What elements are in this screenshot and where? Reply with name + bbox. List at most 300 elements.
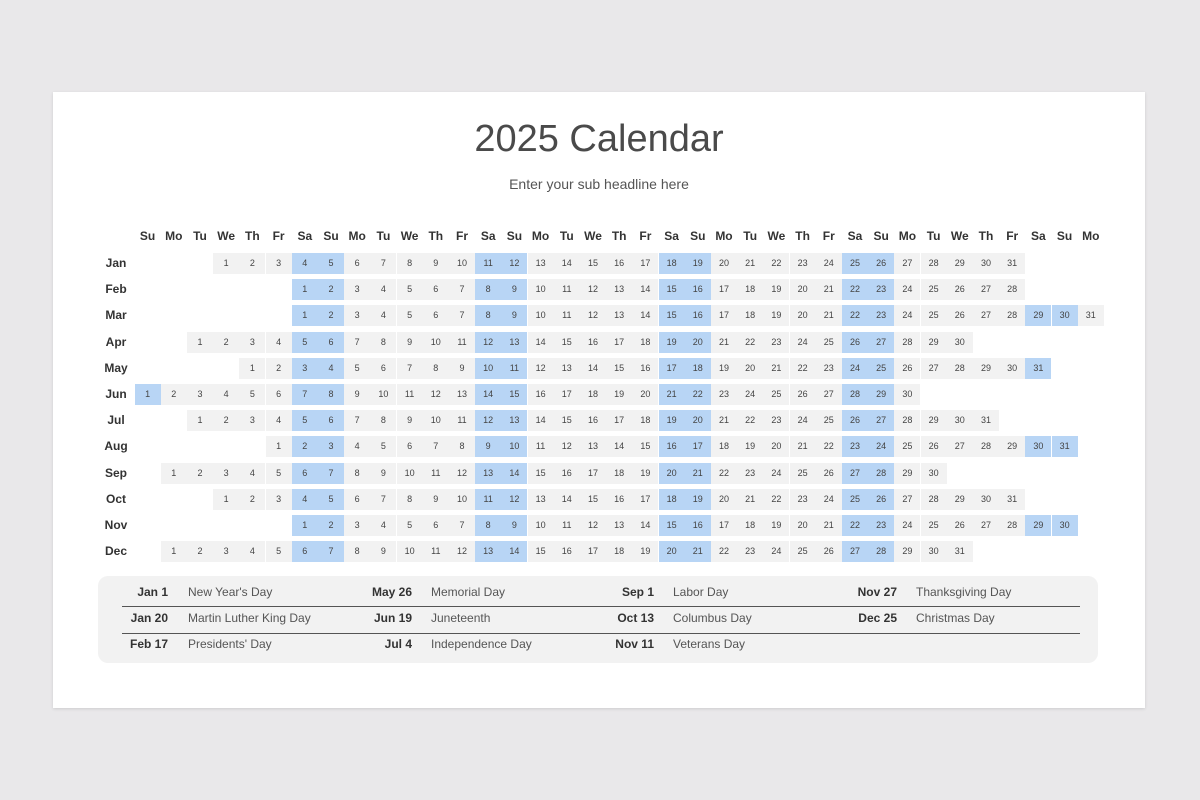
day-cell[interactable]: 29 [868, 384, 894, 405]
day-cell[interactable]: 22 [685, 384, 711, 405]
day-cell[interactable]: 13 [449, 384, 475, 405]
day-cell[interactable]: 1 [213, 253, 239, 274]
day-cell[interactable]: 26 [921, 436, 947, 457]
day-cell[interactable]: 13 [606, 515, 632, 536]
day-cell[interactable]: 18 [737, 515, 763, 536]
day-cell[interactable]: 2 [213, 332, 239, 353]
day-cell[interactable]: 16 [580, 332, 606, 353]
day-cell[interactable]: 28 [999, 305, 1025, 326]
day-cell[interactable]: 15 [632, 436, 658, 457]
day-cell[interactable]: 24 [790, 410, 816, 431]
day-cell[interactable]: 2 [213, 410, 239, 431]
day-cell[interactable]: 16 [685, 305, 711, 326]
day-cell[interactable]: 26 [816, 541, 842, 562]
day-cell[interactable]: 14 [501, 541, 527, 562]
day-cell[interactable]: 16 [632, 358, 658, 379]
day-cell[interactable]: 31 [1025, 358, 1051, 379]
day-cell[interactable]: 11 [501, 358, 527, 379]
day-cell[interactable]: 22 [737, 410, 763, 431]
day-cell[interactable]: 18 [659, 489, 685, 510]
day-cell[interactable]: 2 [161, 384, 187, 405]
day-cell[interactable]: 15 [659, 515, 685, 536]
day-cell[interactable]: 14 [580, 358, 606, 379]
day-cell[interactable]: 11 [449, 410, 475, 431]
day-cell[interactable]: 23 [868, 279, 894, 300]
day-cell[interactable]: 9 [397, 410, 423, 431]
day-cell[interactable]: 17 [554, 384, 580, 405]
day-cell[interactable]: 16 [659, 436, 685, 457]
day-cell[interactable]: 8 [475, 279, 501, 300]
day-cell[interactable]: 10 [528, 305, 554, 326]
day-cell[interactable]: 11 [397, 384, 423, 405]
day-cell[interactable]: 11 [423, 463, 449, 484]
day-cell[interactable]: 20 [685, 410, 711, 431]
day-cell[interactable]: 16 [554, 463, 580, 484]
day-cell[interactable]: 15 [580, 489, 606, 510]
day-cell[interactable]: 9 [475, 436, 501, 457]
day-cell[interactable]: 17 [632, 489, 658, 510]
day-cell[interactable]: 10 [423, 410, 449, 431]
day-cell[interactable]: 6 [318, 410, 344, 431]
day-cell[interactable]: 2 [292, 436, 318, 457]
day-cell[interactable]: 10 [475, 358, 501, 379]
day-cell[interactable]: 17 [711, 279, 737, 300]
day-cell[interactable]: 2 [187, 463, 213, 484]
day-cell[interactable]: 8 [370, 410, 396, 431]
day-cell[interactable]: 30 [947, 410, 973, 431]
day-cell[interactable]: 28 [947, 358, 973, 379]
day-cell[interactable]: 8 [397, 253, 423, 274]
day-cell[interactable]: 29 [973, 358, 999, 379]
day-cell[interactable]: 28 [921, 253, 947, 274]
day-cell[interactable]: 21 [816, 515, 842, 536]
day-cell[interactable]: 23 [763, 332, 789, 353]
day-cell[interactable]: 22 [711, 541, 737, 562]
day-cell[interactable]: 26 [947, 279, 973, 300]
day-cell[interactable]: 23 [763, 410, 789, 431]
day-cell[interactable]: 11 [554, 279, 580, 300]
day-cell[interactable]: 15 [606, 358, 632, 379]
day-cell[interactable]: 10 [528, 279, 554, 300]
day-cell[interactable]: 5 [318, 489, 344, 510]
day-cell[interactable]: 9 [449, 358, 475, 379]
day-cell[interactable]: 27 [947, 436, 973, 457]
day-cell[interactable]: 1 [135, 384, 161, 405]
day-cell[interactable]: 5 [370, 436, 396, 457]
day-cell[interactable]: 18 [606, 541, 632, 562]
day-cell[interactable]: 7 [370, 253, 396, 274]
day-cell[interactable]: 29 [947, 489, 973, 510]
day-cell[interactable]: 10 [397, 463, 423, 484]
day-cell[interactable]: 12 [423, 384, 449, 405]
day-cell[interactable]: 27 [973, 305, 999, 326]
day-cell[interactable]: 3 [344, 279, 370, 300]
day-cell[interactable]: 10 [397, 541, 423, 562]
day-cell[interactable]: 9 [501, 305, 527, 326]
day-cell[interactable]: 7 [423, 436, 449, 457]
day-cell[interactable]: 29 [921, 332, 947, 353]
day-cell[interactable]: 18 [606, 463, 632, 484]
day-cell[interactable]: 13 [528, 489, 554, 510]
day-cell[interactable]: 5 [318, 253, 344, 274]
day-cell[interactable]: 8 [423, 358, 449, 379]
day-cell[interactable]: 6 [397, 436, 423, 457]
day-cell[interactable]: 25 [842, 489, 868, 510]
day-cell[interactable]: 26 [842, 332, 868, 353]
day-cell[interactable]: 12 [528, 358, 554, 379]
day-cell[interactable]: 25 [790, 463, 816, 484]
day-cell[interactable]: 11 [475, 253, 501, 274]
day-cell[interactable]: 21 [711, 332, 737, 353]
day-cell[interactable]: 26 [816, 463, 842, 484]
day-cell[interactable]: 16 [606, 253, 632, 274]
day-cell[interactable]: 17 [580, 463, 606, 484]
day-cell[interactable]: 15 [659, 279, 685, 300]
day-cell[interactable]: 25 [921, 515, 947, 536]
day-cell[interactable]: 9 [501, 279, 527, 300]
day-cell[interactable]: 19 [685, 489, 711, 510]
day-cell[interactable]: 12 [501, 253, 527, 274]
day-cell[interactable]: 19 [632, 463, 658, 484]
day-cell[interactable]: 20 [790, 279, 816, 300]
day-cell[interactable]: 21 [790, 436, 816, 457]
day-cell[interactable]: 4 [370, 305, 396, 326]
day-cell[interactable]: 31 [1078, 305, 1104, 326]
day-cell[interactable]: 17 [685, 436, 711, 457]
day-cell[interactable]: 2 [239, 489, 265, 510]
day-cell[interactable]: 25 [868, 358, 894, 379]
day-cell[interactable]: 26 [894, 358, 920, 379]
day-cell[interactable]: 23 [711, 384, 737, 405]
day-cell[interactable]: 18 [737, 279, 763, 300]
day-cell[interactable]: 8 [475, 305, 501, 326]
day-cell[interactable]: 27 [816, 384, 842, 405]
day-cell[interactable]: 5 [292, 332, 318, 353]
day-cell[interactable]: 4 [370, 515, 396, 536]
day-cell[interactable]: 5 [292, 410, 318, 431]
day-cell[interactable]: 17 [606, 332, 632, 353]
day-cell[interactable]: 1 [292, 515, 318, 536]
day-cell[interactable]: 3 [318, 436, 344, 457]
day-cell[interactable]: 12 [475, 332, 501, 353]
day-cell[interactable]: 11 [528, 436, 554, 457]
day-cell[interactable]: 4 [292, 253, 318, 274]
day-cell[interactable]: 19 [659, 332, 685, 353]
day-cell[interactable]: 22 [763, 489, 789, 510]
day-cell[interactable]: 9 [423, 253, 449, 274]
day-cell[interactable]: 1 [161, 541, 187, 562]
day-cell[interactable]: 20 [763, 436, 789, 457]
day-cell[interactable]: 19 [606, 384, 632, 405]
day-cell[interactable]: 21 [763, 358, 789, 379]
day-cell[interactable]: 26 [947, 305, 973, 326]
day-cell[interactable]: 8 [449, 436, 475, 457]
day-cell[interactable]: 12 [449, 463, 475, 484]
day-cell[interactable]: 5 [397, 279, 423, 300]
day-cell[interactable]: 7 [344, 332, 370, 353]
day-cell[interactable]: 24 [842, 358, 868, 379]
day-cell[interactable]: 7 [370, 489, 396, 510]
day-cell[interactable]: 9 [397, 332, 423, 353]
day-cell[interactable]: 14 [632, 515, 658, 536]
day-cell[interactable]: 20 [659, 463, 685, 484]
day-cell[interactable]: 13 [606, 279, 632, 300]
day-cell[interactable]: 18 [632, 332, 658, 353]
day-cell[interactable]: 13 [528, 253, 554, 274]
day-cell[interactable]: 17 [580, 541, 606, 562]
day-cell[interactable]: 25 [816, 410, 842, 431]
day-cell[interactable]: 3 [187, 384, 213, 405]
day-cell[interactable]: 21 [659, 384, 685, 405]
day-cell[interactable]: 20 [790, 515, 816, 536]
day-cell[interactable]: 14 [606, 436, 632, 457]
day-cell[interactable]: 21 [711, 410, 737, 431]
day-cell[interactable]: 7 [292, 384, 318, 405]
day-cell[interactable]: 24 [894, 515, 920, 536]
day-cell[interactable]: 13 [475, 463, 501, 484]
day-cell[interactable]: 1 [161, 463, 187, 484]
day-cell[interactable]: 1 [187, 332, 213, 353]
day-cell[interactable]: 8 [397, 489, 423, 510]
day-cell[interactable]: 5 [239, 384, 265, 405]
day-cell[interactable]: 18 [659, 253, 685, 274]
day-cell[interactable]: 4 [370, 279, 396, 300]
day-cell[interactable]: 21 [737, 489, 763, 510]
day-cell[interactable]: 30 [973, 489, 999, 510]
day-cell[interactable]: 14 [528, 410, 554, 431]
day-cell[interactable]: 19 [763, 305, 789, 326]
day-cell[interactable]: 22 [842, 305, 868, 326]
day-cell[interactable]: 27 [894, 489, 920, 510]
day-cell[interactable]: 5 [266, 463, 292, 484]
day-cell[interactable]: 27 [842, 541, 868, 562]
day-cell[interactable]: 6 [344, 253, 370, 274]
day-cell[interactable]: 10 [528, 515, 554, 536]
day-cell[interactable]: 24 [737, 384, 763, 405]
day-cell[interactable]: 15 [501, 384, 527, 405]
day-cell[interactable]: 6 [423, 305, 449, 326]
day-cell[interactable]: 19 [763, 279, 789, 300]
day-cell[interactable]: 7 [449, 279, 475, 300]
day-cell[interactable]: 12 [580, 279, 606, 300]
day-cell[interactable]: 17 [659, 358, 685, 379]
day-cell[interactable]: 29 [1025, 515, 1051, 536]
day-cell[interactable]: 14 [632, 279, 658, 300]
day-cell[interactable]: 9 [423, 489, 449, 510]
day-cell[interactable]: 19 [632, 541, 658, 562]
day-cell[interactable]: 18 [632, 410, 658, 431]
day-cell[interactable]: 20 [659, 541, 685, 562]
day-cell[interactable]: 14 [528, 332, 554, 353]
day-cell[interactable]: 26 [868, 253, 894, 274]
day-cell[interactable]: 25 [921, 305, 947, 326]
day-cell[interactable]: 22 [816, 436, 842, 457]
day-cell[interactable]: 31 [973, 410, 999, 431]
day-cell[interactable]: 26 [947, 515, 973, 536]
day-cell[interactable]: 13 [606, 305, 632, 326]
day-cell[interactable]: 4 [239, 463, 265, 484]
day-cell[interactable]: 1 [292, 305, 318, 326]
day-cell[interactable]: 17 [606, 410, 632, 431]
day-cell[interactable]: 30 [973, 253, 999, 274]
day-cell[interactable]: 17 [711, 515, 737, 536]
day-cell[interactable]: 30 [894, 384, 920, 405]
day-cell[interactable]: 27 [868, 410, 894, 431]
day-cell[interactable]: 5 [266, 541, 292, 562]
day-cell[interactable]: 22 [842, 279, 868, 300]
day-cell[interactable]: 19 [711, 358, 737, 379]
day-cell[interactable]: 3 [239, 410, 265, 431]
day-cell[interactable]: 18 [711, 436, 737, 457]
day-cell[interactable]: 11 [475, 489, 501, 510]
day-cell[interactable]: 27 [894, 253, 920, 274]
day-cell[interactable]: 3 [344, 515, 370, 536]
day-cell[interactable]: 7 [449, 515, 475, 536]
day-cell[interactable]: 14 [554, 253, 580, 274]
day-cell[interactable]: 3 [344, 305, 370, 326]
day-cell[interactable]: 12 [475, 410, 501, 431]
day-cell[interactable]: 18 [580, 384, 606, 405]
day-cell[interactable]: 30 [999, 358, 1025, 379]
day-cell[interactable]: 11 [554, 305, 580, 326]
day-cell[interactable]: 30 [1025, 436, 1051, 457]
day-cell[interactable]: 25 [790, 541, 816, 562]
day-cell[interactable]: 28 [999, 279, 1025, 300]
day-cell[interactable]: 25 [763, 384, 789, 405]
day-cell[interactable]: 28 [894, 410, 920, 431]
day-cell[interactable]: 22 [790, 358, 816, 379]
day-cell[interactable]: 24 [763, 463, 789, 484]
day-cell[interactable]: 23 [868, 305, 894, 326]
day-cell[interactable]: 12 [501, 489, 527, 510]
day-cell[interactable]: 19 [659, 410, 685, 431]
day-cell[interactable]: 11 [554, 515, 580, 536]
day-cell[interactable]: 21 [685, 463, 711, 484]
day-cell[interactable]: 23 [737, 463, 763, 484]
day-cell[interactable]: 30 [947, 332, 973, 353]
day-cell[interactable]: 17 [632, 253, 658, 274]
day-cell[interactable]: 20 [632, 384, 658, 405]
day-cell[interactable]: 9 [370, 463, 396, 484]
day-cell[interactable]: 25 [894, 436, 920, 457]
day-cell[interactable]: 6 [344, 489, 370, 510]
day-cell[interactable]: 13 [501, 410, 527, 431]
day-cell[interactable]: 23 [790, 489, 816, 510]
day-cell[interactable]: 5 [397, 515, 423, 536]
day-cell[interactable]: 24 [816, 489, 842, 510]
day-cell[interactable]: 2 [187, 541, 213, 562]
day-cell[interactable]: 23 [868, 515, 894, 536]
day-cell[interactable]: 11 [423, 541, 449, 562]
day-cell[interactable]: 4 [266, 332, 292, 353]
day-cell[interactable]: 16 [685, 515, 711, 536]
day-cell[interactable]: 20 [685, 332, 711, 353]
day-cell[interactable]: 4 [213, 384, 239, 405]
day-cell[interactable]: 17 [711, 305, 737, 326]
day-cell[interactable]: 15 [528, 463, 554, 484]
day-cell[interactable]: 24 [894, 305, 920, 326]
day-cell[interactable]: 10 [449, 489, 475, 510]
day-cell[interactable]: 8 [318, 384, 344, 405]
day-cell[interactable]: 30 [1052, 305, 1078, 326]
day-cell[interactable]: 6 [423, 279, 449, 300]
day-cell[interactable]: 3 [213, 463, 239, 484]
day-cell[interactable]: 11 [449, 332, 475, 353]
day-cell[interactable]: 15 [554, 410, 580, 431]
day-cell[interactable]: 6 [292, 541, 318, 562]
day-cell[interactable]: 23 [790, 253, 816, 274]
day-cell[interactable]: 4 [266, 410, 292, 431]
day-cell[interactable]: 14 [554, 489, 580, 510]
day-cell[interactable]: 24 [868, 436, 894, 457]
day-cell[interactable]: 13 [554, 358, 580, 379]
day-cell[interactable]: 30 [921, 463, 947, 484]
day-cell[interactable]: 28 [999, 515, 1025, 536]
day-cell[interactable]: 2 [239, 253, 265, 274]
day-cell[interactable]: 24 [763, 541, 789, 562]
day-cell[interactable]: 16 [580, 410, 606, 431]
day-cell[interactable]: 16 [685, 279, 711, 300]
day-cell[interactable]: 22 [842, 515, 868, 536]
day-cell[interactable]: 10 [423, 332, 449, 353]
day-cell[interactable]: 15 [580, 253, 606, 274]
day-cell[interactable]: 24 [894, 279, 920, 300]
day-cell[interactable]: 8 [475, 515, 501, 536]
day-cell[interactable]: 3 [292, 358, 318, 379]
day-cell[interactable]: 19 [737, 436, 763, 457]
day-cell[interactable]: 1 [266, 436, 292, 457]
day-cell[interactable]: 28 [868, 463, 894, 484]
day-cell[interactable]: 28 [894, 332, 920, 353]
day-cell[interactable]: 26 [842, 410, 868, 431]
day-cell[interactable]: 7 [449, 305, 475, 326]
day-cell[interactable]: 20 [711, 489, 737, 510]
day-cell[interactable]: 21 [737, 253, 763, 274]
day-cell[interactable]: 7 [318, 463, 344, 484]
day-cell[interactable]: 20 [737, 358, 763, 379]
day-cell[interactable]: 6 [266, 384, 292, 405]
day-cell[interactable]: 31 [947, 541, 973, 562]
day-cell[interactable]: 12 [580, 305, 606, 326]
day-cell[interactable]: 22 [711, 463, 737, 484]
day-cell[interactable]: 13 [501, 332, 527, 353]
day-cell[interactable]: 3 [266, 489, 292, 510]
day-cell[interactable]: 15 [659, 305, 685, 326]
day-cell[interactable]: 2 [318, 515, 344, 536]
day-cell[interactable]: 28 [921, 489, 947, 510]
day-cell[interactable]: 6 [370, 358, 396, 379]
day-cell[interactable]: 9 [501, 515, 527, 536]
day-cell[interactable]: 12 [580, 515, 606, 536]
day-cell[interactable]: 4 [344, 436, 370, 457]
day-cell[interactable]: 15 [554, 332, 580, 353]
day-cell[interactable]: 30 [921, 541, 947, 562]
day-cell[interactable]: 23 [816, 358, 842, 379]
day-cell[interactable]: 24 [816, 253, 842, 274]
day-cell[interactable]: 23 [842, 436, 868, 457]
day-cell[interactable]: 28 [973, 436, 999, 457]
day-cell[interactable]: 22 [763, 253, 789, 274]
day-cell[interactable]: 29 [894, 541, 920, 562]
day-cell[interactable]: 3 [213, 541, 239, 562]
day-cell[interactable]: 29 [894, 463, 920, 484]
day-cell[interactable]: 29 [999, 436, 1025, 457]
day-cell[interactable]: 9 [370, 541, 396, 562]
day-cell[interactable]: 13 [475, 541, 501, 562]
day-cell[interactable]: 6 [292, 463, 318, 484]
day-cell[interactable]: 26 [868, 489, 894, 510]
day-cell[interactable]: 18 [685, 358, 711, 379]
